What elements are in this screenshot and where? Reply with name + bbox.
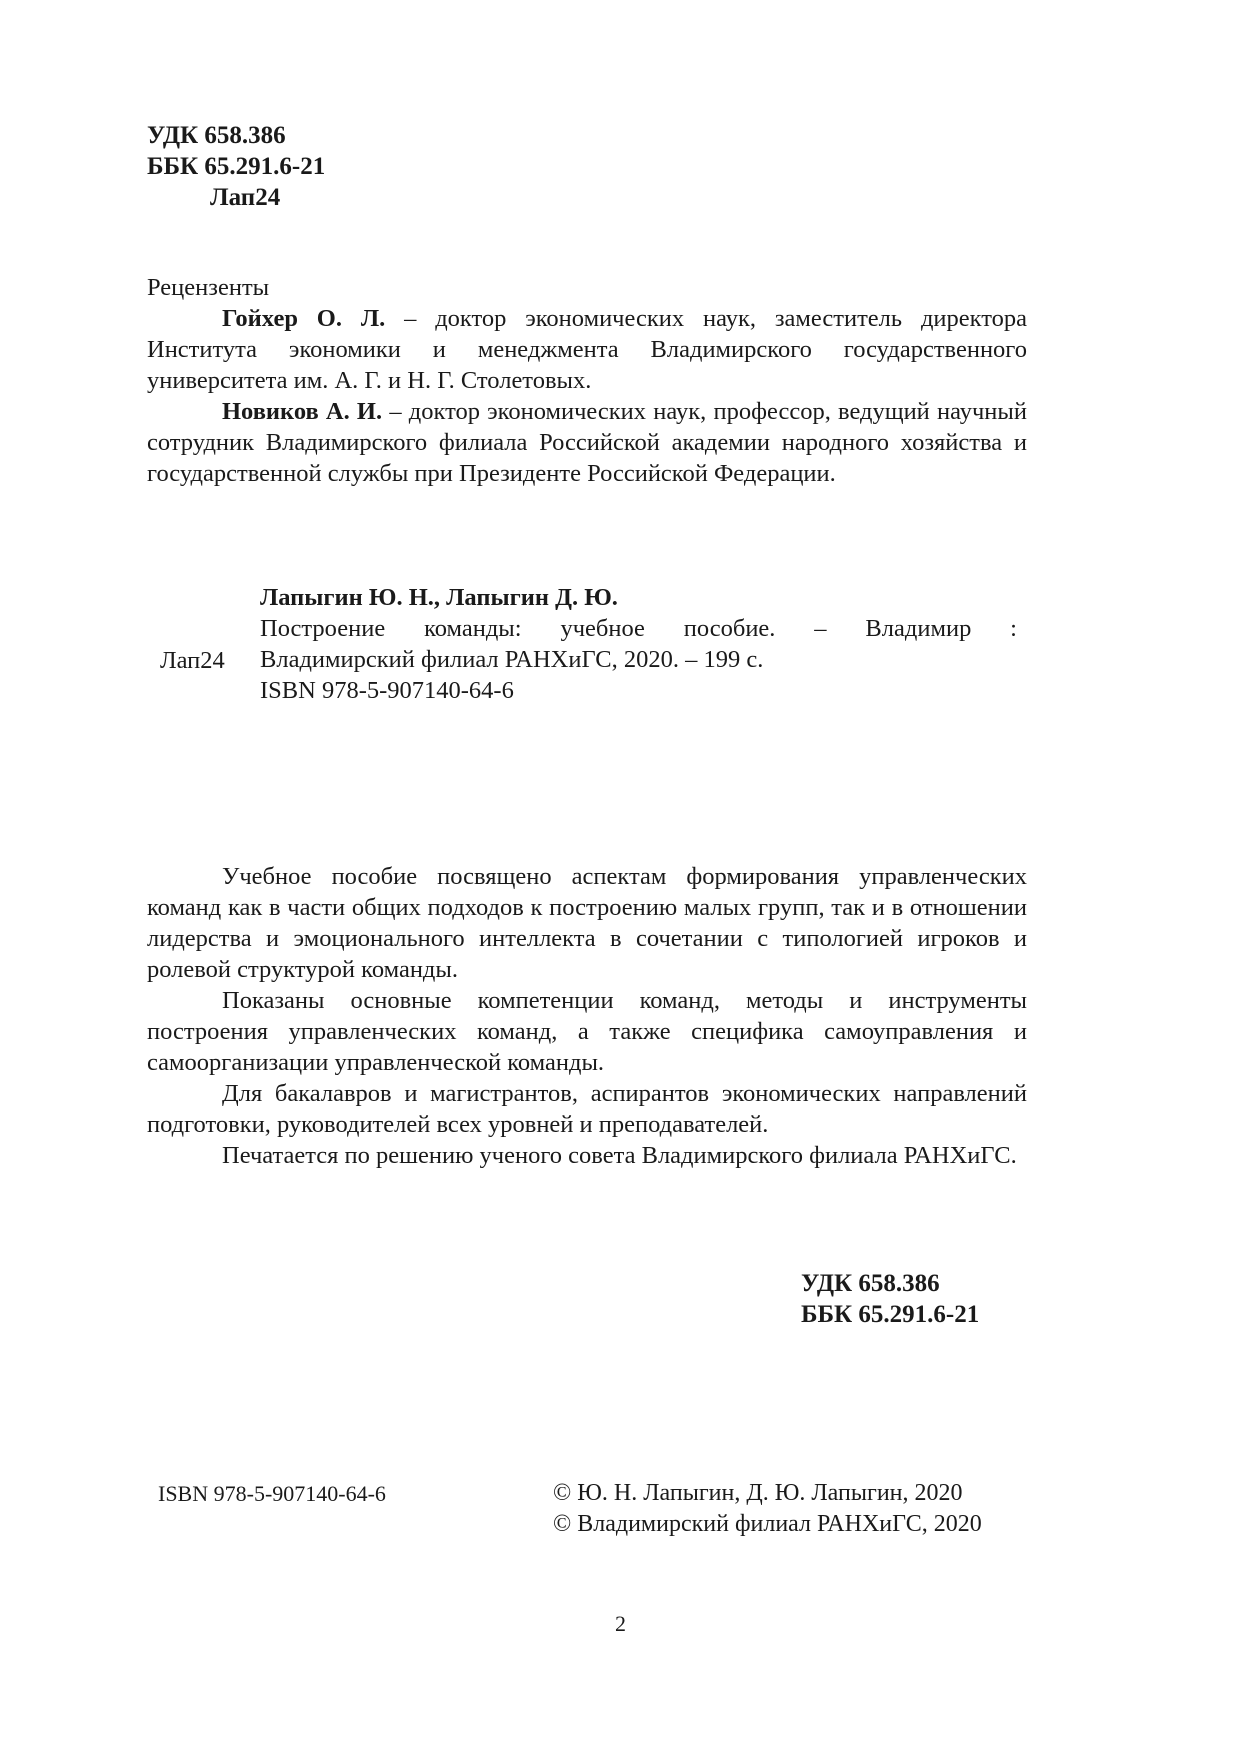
page-number: 2 — [615, 1611, 626, 1636]
copyright-isbn: ISBN 978-5-907140-64-6 — [158, 1481, 386, 1506]
reviewers-section — [147, 272, 1027, 489]
reviewer-2 — [147, 396, 1027, 489]
reviewer-2-name: Новиков А. И. — [222, 398, 383, 425]
udk-code: УДК 658.386 — [147, 122, 286, 149]
copyright-notices — [553, 1478, 982, 1540]
abstract-paragraph-3: Для бакалавров и магистрантов, аспирантов экономических направлений подготовки, руководителей всех уровней и преподавателей. — [147, 1080, 1027, 1138]
header-codes — [147, 120, 325, 213]
reviewer-1-text: – доктор экономических наук, заместитель директора Института экономики и менеджмента Владимирского государственного университета им. А. Г. и Н. Г. Столетовых. — [147, 305, 1027, 394]
abstract-section — [147, 861, 1027, 1171]
bbk-code: ББК 65.291.6-21 — [147, 153, 326, 180]
bibliography-sign: Лап24 — [160, 647, 225, 674]
footer-udk-code: УДК 658.386 — [801, 1270, 940, 1297]
abstract-paragraph-2: Показаны основные компетенции команд, методы и инструменты построения управленческих команд, а также специфика самоуправления и самоорганизации управленческой команды. — [147, 987, 1027, 1076]
footer-bbk-code: ББК 65.291.6-21 — [801, 1301, 980, 1328]
bibliography-publisher: Владимирский филиал РАНХиГС, 2020. – 199 с. — [260, 646, 764, 673]
abstract-paragraph-1: Учебное пособие посвящено аспектам формирования управленческих команд как в части общих подходов к построению малых групп, так и в отношении лидерства и эмоционального интеллекта в сочетании с типологией игроков и ролевой структурой команды. — [147, 863, 1027, 983]
reviewer-2-text: – доктор экономических наук, профессор, ведущий научный сотрудник Владимирского филиала Российской академии народного хозяйства и государственной службы при Президенте Российской Федерации. — [147, 398, 1027, 487]
bibliography-title: Построение команды: учебное пособие. – Владимир : — [260, 615, 1017, 642]
abstract-paragraph-4: Печатается по решению ученого совета Владимирского филиала РАНХиГС. — [222, 1142, 1017, 1169]
author-sign: Лап24 — [210, 184, 281, 211]
reviewers-title: Рецензенты — [147, 274, 270, 301]
copyright-authors: © Ю. Н. Лапыгин, Д. Ю. Лапыгин, 2020 — [553, 1480, 963, 1506]
reviewer-1 — [147, 303, 1027, 396]
bibliography-authors: Лапыгин Ю. Н., Лапыгин Д. Ю. — [260, 584, 618, 611]
footer-codes — [801, 1268, 979, 1330]
copyright-publisher: © Владимирский филиал РАНХиГС, 2020 — [553, 1511, 982, 1537]
bibliography-record — [260, 582, 1017, 706]
reviewer-1-name: Гойхер О. Л. — [222, 305, 386, 332]
bibliography-isbn: ISBN 978-5-907140-64-6 — [260, 677, 514, 704]
